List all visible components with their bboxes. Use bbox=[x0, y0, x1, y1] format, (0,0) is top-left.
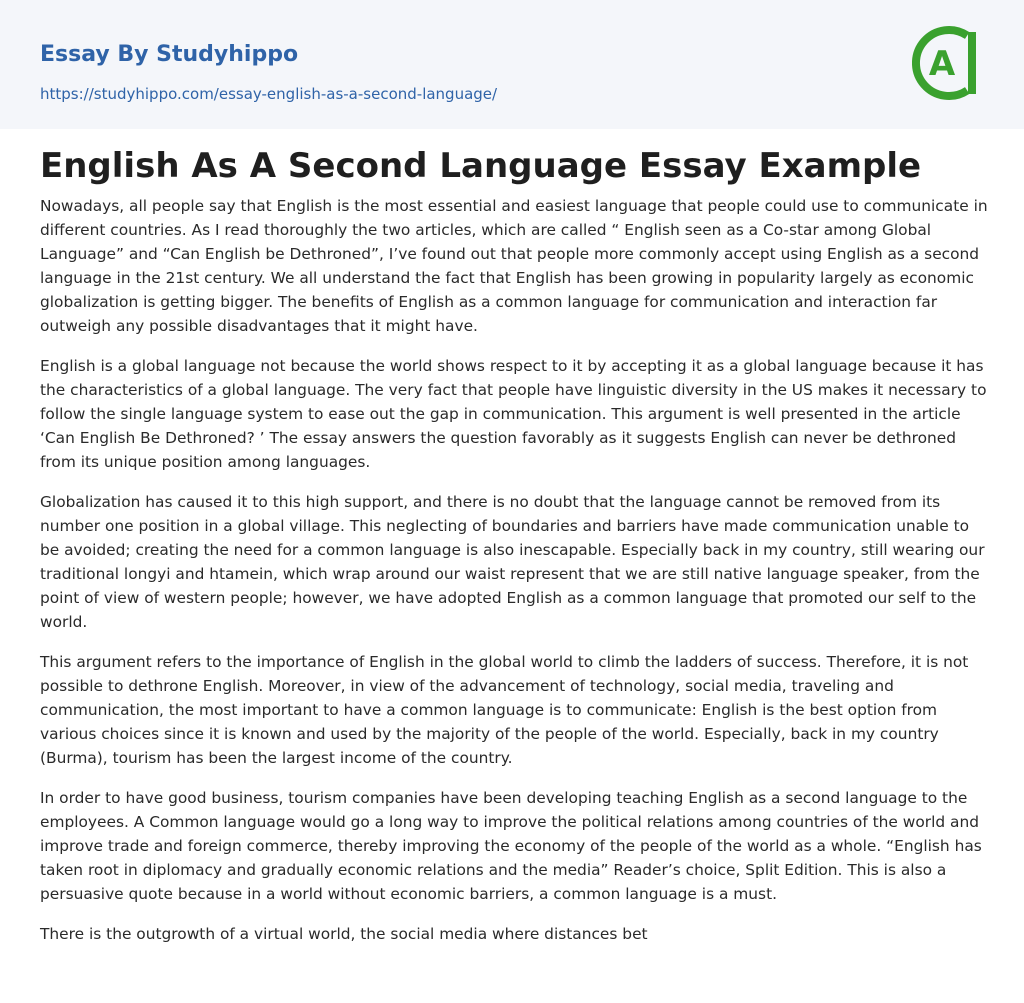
page-title: English As A Second Language Essay Example bbox=[40, 146, 922, 186]
essay-paragraph: Globalization has caused it to this high support, and there is no doubt that the language cannot be removed from its number one position in a global village. This neglecting of boundaries and barriers have made communication unable to be avoided; creating the need for a common language is also inescapable. Especially back in my country, still wearing our traditional longyi and htamein, which wrap around our waist represent that we are still native language speaker, from the point of view of western people; however, we have adopted English as a common language that promoted our self to the world. bbox=[40, 493, 985, 631]
site-brand[interactable]: Essay By Studyhippo bbox=[40, 42, 299, 67]
studyhippo-logo-icon[interactable] bbox=[912, 20, 986, 106]
essay-paragraph-truncated: There is the outgrowth of a virtual world, the social media where distances bet bbox=[40, 925, 648, 943]
essay-paragraph: In order to have good business, tourism companies have been developing teaching English as a second language to the employees. A Common language would go a long way to improve the political relations among countries of the world and improve trade and foreign commerce, thereby improving the economy of the people of the world as a whole. “English has taken root in diplomacy and gradually economic relations and the media” Reader’s choice, Split Edition. This is also a persuasive quote because in a world without economic barriers, a common language is a must. bbox=[40, 789, 982, 903]
essay-paragraph: English is a global language not because the world shows respect to it by accepting it as a global language because it has the characteristics of a global language. The very fact that people have linguistic diversity in the US makes it necessary to follow the single language system to ease out the gap in communication. This argument is well presented in the article ‘Can English Be Dethroned? ’ The essay answers the question favorably as it suggests English can never be dethroned from its unique position among languages. bbox=[40, 357, 987, 471]
logo-letter: A bbox=[928, 44, 956, 84]
essay-url-link[interactable]: https://studyhippo.com/essay-english-as-a-second-language/ bbox=[40, 85, 498, 103]
site-header bbox=[0, 0, 1024, 129]
essay-body bbox=[40, 194, 990, 962]
essay-paragraph: This argument refers to the importance of English in the global world to climb the ladders of success. Therefore, it is not possible to dethrone English. Moreover, in view of the advancement of technology, social media, traveling and communication, the most important to have a common language is to communicate: English is the best option from various choices since it is known and used by the majority of the people of the world. Especially, back in my country (Burma), tourism has been the largest income of the country. bbox=[40, 653, 969, 767]
essay-paragraph: Nowadays, all people say that English is the most essential and easiest language that people could use to communicate in different countries. As I read thoroughly the two articles, which are called “ English seen as a Co-star among Global Language” and “Can English be Dethroned”, I’ve found out that people more commonly accept using English as a second language in the 21st century. We all understand the fact that English has been growing in popularity largely as economic globalization is getting bigger. The benefits of English as a common language for communication and interaction far outweigh any possible disadvantages that it might have. bbox=[40, 197, 988, 335]
